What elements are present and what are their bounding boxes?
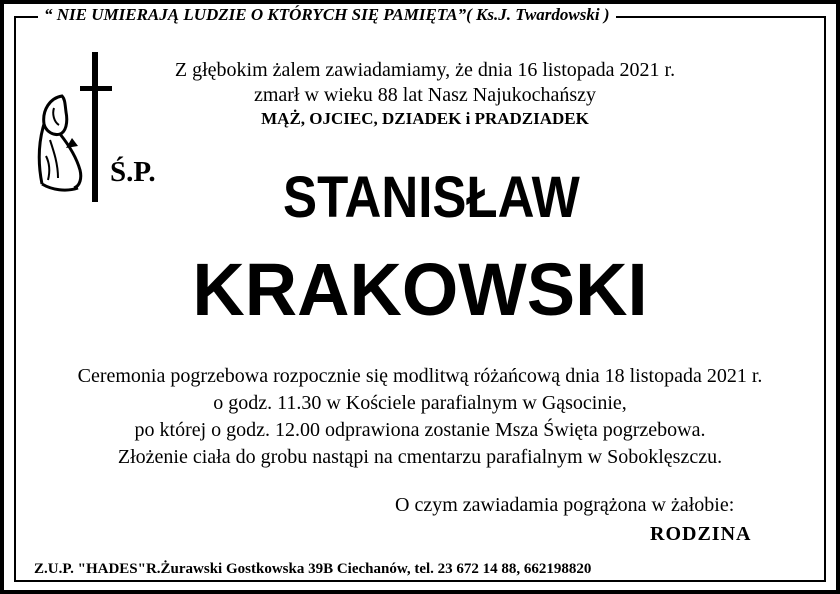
deceased-last-name: KRAKOWSKI: [192, 248, 648, 331]
deceased-first-name: [50, 163, 789, 233]
intro-line-1: Z głębokim żalem zawiadamiamy, że dnia 16 listopada 2021 r.: [174, 59, 676, 81]
sp-prefix: Ś.P.: [110, 156, 156, 188]
family-relations: MĄŻ, OJCIEC, DZIADEK i PRADZIADEK: [261, 109, 589, 128]
announcement-intro: [120, 58, 730, 130]
funeral-home-footer: Z.U.P. "HADES"R.Żurawski Gostkowska 39B Ciechanów, tel. 23 672 14 88, 662198820: [34, 561, 592, 577]
ceremony-line-4: Złożenie ciała do grobu nastąpi na cmentarzu parafialnym w Soboklęszczu.: [117, 446, 723, 468]
mourning-notice: O czym zawiadamia pogrążona w żałobie:: [395, 494, 735, 516]
motto-quote: “ NIE UMIERAJĄ LUDZIE O KTÓRYCH SIĘ PAMIĘTA”( Ks.J. Twardowski ): [38, 4, 616, 26]
ceremony-details: [20, 363, 820, 471]
family-signature: RODZINA: [650, 523, 752, 545]
ceremony-line-3: po której o godz. 12.00 odprawiona zostanie Msza Święta pogrzebowa.: [134, 419, 706, 441]
first-name-text: STANISŁAW: [283, 165, 580, 230]
intro-line-2: zmarł w wieku 88 lat Nasz Najukochańszy: [253, 84, 597, 106]
ceremony-line-2: o godz. 11.30 w Kościele parafialnym w Gąsocinie,: [213, 392, 627, 414]
ceremony-line-1: Ceremonia pogrzebowa rozpocznie się modlitwą różańcową dnia 18 listopada 2021 r.: [77, 365, 763, 387]
